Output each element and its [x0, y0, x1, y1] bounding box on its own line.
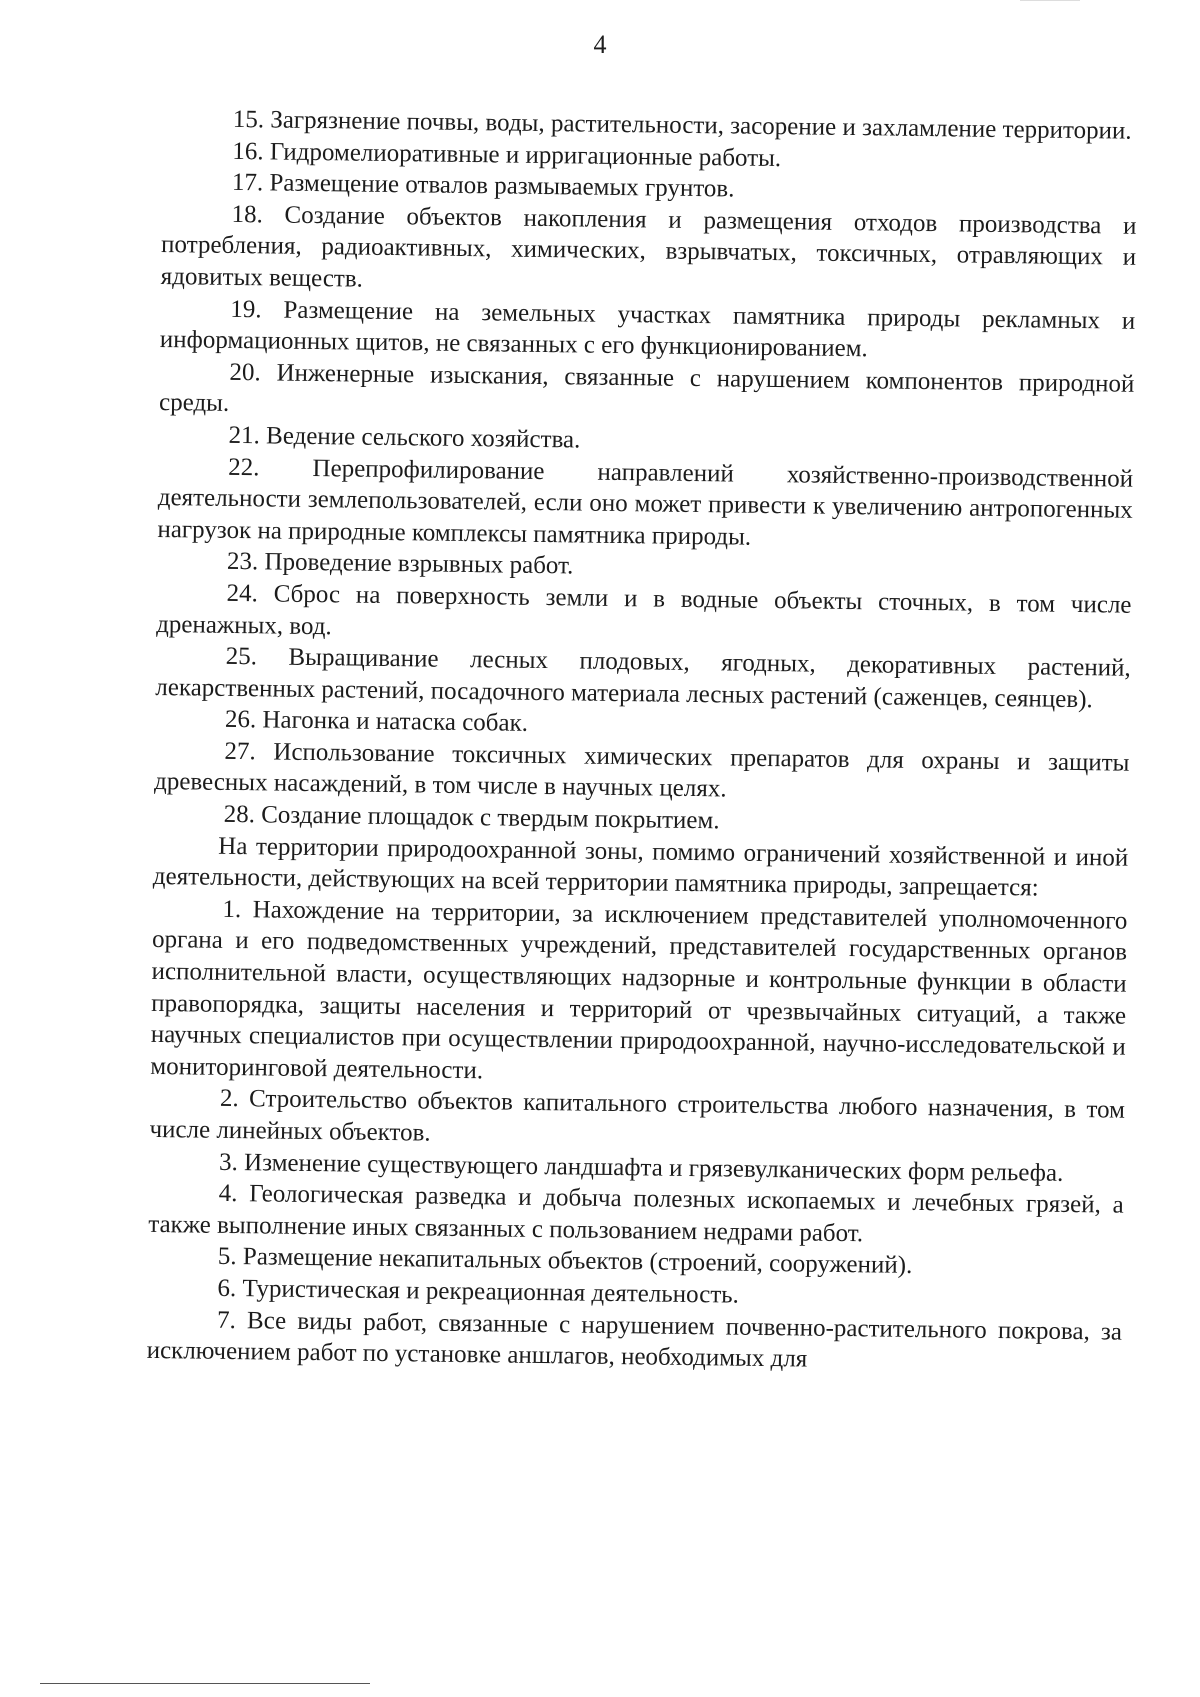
list-item-23: 23. Проведение взрывных работ. [226, 548, 574, 580]
zone-item-7: 7. Все виды работ, связанные с нарушением почвенно-растительного покрова, за исключением работ по установке аншлагов, необходимых для [146, 1306, 1123, 1373]
list-item-18: 18. Создание объектов накопления и размещения отходов производства и потребления, радиоактивных, химических, взрывчатых, токсичных, отравляющих и ядовитых веществ. [160, 200, 1137, 293]
list-item-24: 24. Сброс на поверхность земли и в водные объекты сточных, в том числе дренажных, вод. [156, 579, 1132, 640]
list-item-15: 15. Загрязнение почвы, воды, растительности, засорение и захламление территории. [232, 105, 1132, 145]
list-item-25: 25. Выращивание лесных плодовых, ягодных, декоративных растений, лекарственных растений, посадочного материала лесных растений (саженцев, сеянцев). [155, 642, 1131, 713]
list-item-22: 22. Перепрофилирование направлений хозяйственно-производственной деятельности землепользователей, если оно может привести к увеличению антропогенных нагрузок на природные комплексы памятника природы. [157, 453, 1134, 551]
scan-artifact [1020, 0, 1080, 1]
zone-item-5: 5. Размещение некапитальных объектов (строений, сооружений). [217, 1243, 913, 1280]
list-item-20: 20. Инженерные изыскания, связанные с нарушением компонентов природной среды. [158, 358, 1135, 418]
document-body [146, 103, 1137, 1379]
zone-item-3: 3. Изменение существующего ландшафта и грязевулканических форм рельефа. [218, 1148, 1064, 1187]
list-item-27: 27. Использование токсичных химических препаратов для охраны и защиты древесных насаждений, в том числе в научных целях. [153, 737, 1130, 803]
zone-item-6: 6. Туристическая и рекреационная деятельность. [217, 1274, 740, 1309]
zone-intro-paragraph: На территории природоохранной зоны, помимо ограничений хозяйственной и иной деятельности, действующих на всей территории памятника природы, запрещается: [152, 832, 1129, 902]
list-item-21: 21. Ведение сельского хозяйства. [228, 421, 581, 454]
zone-item-4: 4. Геологическая разведка и добыча полезных ископаемых и лечебных грязей, а также выполнение иных связанных с пользованием недрами работ. [148, 1180, 1124, 1248]
footer-rule [40, 1683, 370, 1684]
list-item-28: 28. Создание площадок с твердым покрытием. [223, 800, 720, 835]
zone-item-1: 1. Нахождение на территории, за исключением представителей уполномоченного органа и его подведомственных учреждений, представителей государственных органов исполнительной власти, осуществляющих надзорные и контрольные функции в области правопорядка, защиты населения и территорий от чрезвычайных ситуаций, а также научных специалистов при осуществлении природоохранной, научно-исследовательской и мониторинговой деятельности. [150, 895, 1128, 1085]
list-item-16: 16. Гидромелиоративные и ирригационные работы. [232, 137, 782, 172]
list-item-26: 26. Нагонка и натаска собак. [224, 706, 529, 738]
zone-item-2: 2. Строительство объектов капитального строительства любого назначения, в том числе линейных объектов. [149, 1085, 1126, 1147]
list-item-19: 19. Размещение на земельных участках памятника природы рекламных и информационных щитов, не связанных с его функционированием. [159, 295, 1136, 363]
page-number: 4 [593, 30, 607, 59]
list-item-17: 17. Размещение отвалов размываемых грунтов. [231, 169, 735, 203]
